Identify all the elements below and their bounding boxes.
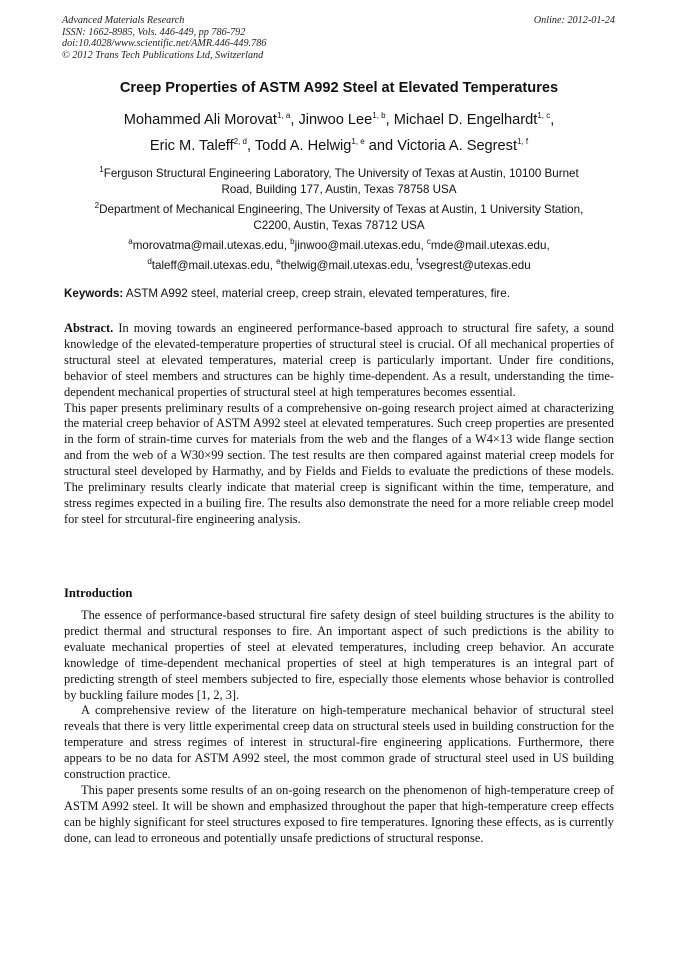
author-affil: 1, b — [372, 111, 386, 120]
author-name: Todd A. Helwig — [254, 137, 352, 154]
email-link[interactable]: vsegrest@utexas.edu — [418, 258, 531, 272]
email-link[interactable]: mde@mail.utexas.edu — [430, 238, 547, 252]
introduction-body — [64, 608, 614, 847]
online-date: Online: 2012-01-24 — [533, 15, 615, 26]
keywords-text: ASTM A992 steel, material creep, creep strain, elevated temperatures, fire. — [125, 287, 510, 300]
paper-title: Creep Properties of ASTM A992 Steel at Elevated Temperatures — [119, 80, 559, 96]
introduction-paragraph: The essence of performance-based structural fire safety design of steel building structures is the ability to predict thermal and structural responses to fire. An important aspect of such predictions is the ability to evaluate mechanical properties of steel at elevated temperatures, including creep behavior. An accurate knowledge of time-dependent mechanical properties of steel at high temperatures is an integral part of predicting strength of steel members subjected to fire, especially those elements whose behavior is controlled by buckling failure modes [1, 2, 3]. — [64, 608, 614, 702]
email-sup: f — [416, 256, 419, 266]
author-affil: 2, d — [233, 137, 247, 146]
journal-copyright: © 2012 Trans Tech Publications Ltd, Switzerland — [62, 49, 264, 61]
journal-header — [62, 15, 266, 61]
abstract — [64, 321, 614, 528]
author-affil: 1, c — [537, 111, 551, 120]
affiliation-1 — [60, 162, 618, 198]
email-link[interactable]: jinwoo@mail.utexas.edu — [294, 238, 421, 252]
abstract-label: Abstract. — [64, 321, 114, 335]
author-name: Victoria A. Segrest — [397, 137, 518, 154]
affiliation-line: Road, Building 177, Austin, Texas 78758 USA — [221, 182, 457, 196]
author-affil: 1, a — [276, 111, 291, 120]
journal-issn: ISSN: 1662-8985, Vols. 446-449, pp 786-792 — [62, 26, 246, 38]
abstract-paragraph: This paper presents preliminary results of a comprehensive on-going research project aimed at characterizing the material creep behavior of ASTM A992 steel at elevated temperatures. Such creep properties are presented in the form of strain-time curves for materials from the web and the flanges of a W4×13 wide flange section and from the web of a W30×99 section. The test results are then compared against material creep models for structural steel developed by Harmathy, and by Fields and Fields to evaluate the predictions of these models. The preliminary results clearly indicate that material creep is significant within the time, temperature, and stress regimes expected in a builing fire. The results also demonstrate the need for a more reliable creep model for steel for strcutural-fire engineering analysis. — [64, 400, 614, 526]
author-name: Jinwoo Lee — [298, 111, 373, 128]
abstract-paragraph: In moving towards an engineered performance-based approach to structural fire safety, a sound knowledge of the elevated-temperature properties of structural steel is crucial. Of all mechanical properties of structural steel at elevated temperatures, material creep is particularly important. Under fire conditions, behavior of steel members and structures can be highly time-dependent. As a result, understanding the time-dependent mechanical properties of structural steel at high temperatures becomes essential. — [64, 321, 614, 399]
affiliation-sup: 1 — [99, 165, 104, 174]
email-link[interactable]: thelwig@mail.utexas.edu — [280, 258, 410, 272]
email-sup: c — [426, 237, 431, 246]
affiliation-line: C2200, Austin, Texas 78712 USA — [253, 218, 425, 232]
author-name: Mohammed Ali Morovat — [123, 111, 277, 128]
author-affil: 1, f — [517, 137, 529, 146]
email-sup: b — [290, 237, 295, 246]
introduction-paragraph: A comprehensive review of the literature on high-temperature mechanical behavior of structural steel reveals that there is very little experimental creep data on structural steels used in building construction for the temperature and stress regimes of interest in structural-fire engineering applications. Furthermore, there appears to be no data for ASTM A992 steel, the most common grade of structural steel used in US building construction practice. — [64, 703, 614, 782]
affiliation-sup: 2 — [94, 201, 100, 210]
keywords — [64, 287, 510, 300]
section-heading-introduction: Introduction — [64, 586, 133, 600]
journal-name: Advanced Materials Research — [62, 15, 185, 26]
affiliation-line: Department of Mechanical Engineering, The University of Texas at Austin, 1 University Station, — [99, 202, 584, 216]
author-emails: $^a$morovatma@mail.utexas.edu, $^b$jinwoo@mail.utexas.edu, $^c$mde@mail.utexas.edu, $^d$taleff@mail.utexas.edu, $^e$thelwig@mail.utexas.edu, $^f$vsegrest@utexas.edu — [128, 237, 550, 272]
email-link[interactable]: taleff@mail.utexas.edu — [151, 258, 270, 272]
email-link[interactable]: morovatma@mail.utexas.edu — [132, 238, 284, 252]
author-name: Michael D. Engelhardt — [393, 111, 538, 128]
email-sup: e — [276, 256, 281, 266]
author-name: Eric M. Taleff — [149, 137, 234, 154]
keywords-label: Keywords: — [64, 287, 124, 300]
author-line-1: Mohammed Ali Morovat$^{1, a}$, Jinwoo Lee$^{1, b}$, Michael D. Engelhardt$^{1, c}$, — [123, 111, 555, 128]
introduction-paragraph: This paper presents some results of an on-going research on the phenomenon of high-temperature creep of ASTM A992 steel. It will be shown and emphasized throughout the paper that high-temperature creep effects can be highly significant for steel structures exposed to fire temperatures. Ignoring these effects, as is currently done, can lead to erroneous and potentially unsafe predictions of structural response. — [64, 782, 614, 845]
email-sup: d — [147, 256, 152, 266]
email-sup: a — [128, 237, 133, 246]
affiliation-line: Ferguson Structural Engineering Laboratory, The University of Texas at Austin, 10100 Burnet — [103, 166, 579, 180]
author-affil: 1, e — [351, 137, 365, 146]
journal-doi: doi:10.4028/www.scientific.net/AMR.446-449.786 — [62, 38, 267, 50]
author-line-2: Eric M. Taleff$^{2, d}$, Todd A. Helwig$^{1, e}$ and Victoria A. Segrest$^{1, f}$ — [149, 137, 529, 154]
affiliation-2 — [60, 198, 618, 234]
